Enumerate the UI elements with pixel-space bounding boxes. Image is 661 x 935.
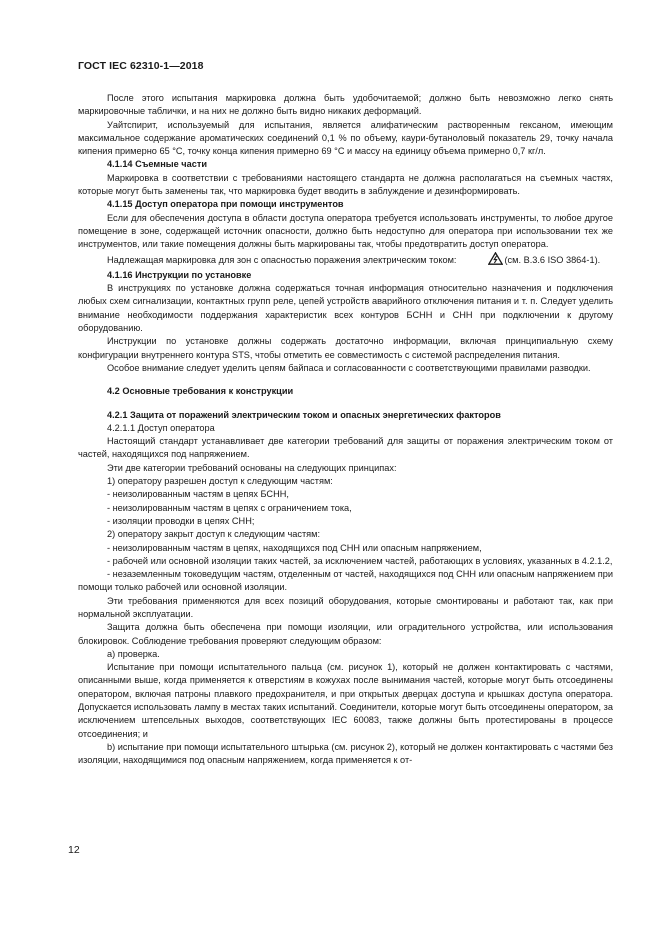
- electric-hazard-icon: [459, 252, 503, 269]
- paragraph: [78, 92, 613, 119]
- paragraph-text: Маркировка в соответствии с требованиями настоящего стандарта не должна располагаться на съемных частях, которые могут быть заменены так, что маркировка будет вводить в заблуждение и дезинформировать.: [78, 172, 613, 197]
- paragraph: [78, 335, 613, 362]
- paragraph: [78, 648, 613, 661]
- document-header: ГОСТ IEC 62310-1—2018: [78, 60, 204, 72]
- paragraph-text: Инструкции по установке должны содержать достаточно информации, включая принципиальную схему конфигурации внутреннего контура STS, чтобы отметить ее совместимость с системой распределения питания.: [78, 336, 613, 360]
- paragraph-text: - неизолированным частям в цепях с ограничением тока,: [107, 502, 352, 513]
- paragraph-text: 2) оператору закрыт доступ к следующим частям:: [107, 529, 320, 540]
- document-body: [78, 92, 613, 768]
- page-number: 12: [68, 844, 80, 856]
- paragraph-text: - изоляции проводки в цепях СНН;: [107, 515, 255, 526]
- paragraph: [78, 422, 613, 435]
- paragraph: [78, 661, 613, 741]
- paragraph: [78, 595, 613, 622]
- paragraph-text: 4.1.15 Доступ оператора при помощи инструментов: [107, 199, 344, 210]
- paragraph-text: В инструкциях по установке должна содержаться точная информация относительно назначения и подключения любых схем сигнализации, контактных групп реле, цепей устройств аварийного отключения питания и т. п. Следует уделить внимание необходимости поддержания характеристик всех контуров БСНН и СНН при подключении к другому оборудованию.: [78, 283, 613, 334]
- paragraph: [78, 435, 613, 462]
- section-heading: [78, 269, 613, 282]
- paragraph: [78, 252, 613, 269]
- paragraph-text: Испытание при помощи испытательного пальца (см. рисунок 1), который не должен контактировать с частями, описанными выше, когда применяется к отверстиям в кожухах после вынимания частей, которые могут быть отсоединены оператором, включая патроны плавкого предохранителя, и при открытых дверцах доступа и крышках доступа оператора. Допускается использовать лампу в местах таких испытаний. Соединители, которые могут быть отсоединены оператором, за исключением штепсельных выходов, соответствующих IEC 60083, также должны быть протестированы в процессе отсоединения; и: [78, 662, 613, 739]
- section-heading: [78, 409, 613, 422]
- paragraph-text: - незаземленным токоведущим частям, отделенным от частей, находящихся под СНН или опасным напряжением при помощи только рабочей или основной изоляции.: [78, 569, 613, 593]
- paragraph: [78, 515, 613, 528]
- paragraph: [78, 475, 613, 488]
- paragraph: [78, 528, 613, 541]
- paragraph: [78, 568, 613, 595]
- paragraph-text: 4.2.1 Защита от поражений электрическим током и опасных энергетических факторов: [107, 409, 501, 420]
- paragraph-text: Эти требования применяются для всех позиций оборудования, которые смонтированы и работают так, как при нормальной эксплуатации.: [78, 595, 613, 619]
- paragraph-text: - неизолированным частям в цепях, находящихся под СНН или опасным напряжением,: [107, 542, 482, 553]
- paragraph-text: После этого испытания маркировка должна быть удобочитаемой; должно быть невозможно легко снять маркировочные таблички, и на них не должно быть видно никаких деформаций.: [78, 93, 613, 117]
- paragraph: [78, 502, 613, 515]
- paragraph-text: 4.1.14 Съемные части: [107, 159, 207, 170]
- section-heading: [78, 198, 613, 211]
- paragraph: [78, 119, 613, 159]
- section-heading: [78, 158, 613, 171]
- paragraph-text: - неизолированным частям в цепях БСНН,: [107, 489, 289, 500]
- section-heading: [78, 385, 613, 398]
- paragraph-text: Уайтспирит, используемый для испытания, является алифатическим растворенным гексаном, имеющим максимальное содержание ароматических соединений 0,1 % по объему, каури-бутаноловый показатель 29, точку начала кипения примерно 65 °С, точку конца кипения примерно 69 °С и массу на единицу объема примерно 0,7 кг/л.: [78, 119, 613, 157]
- paragraph-text: b) испытание при помощи испытательного штырька (см. рисунок 2), который не должен контактировать с частями без изоляции, находящимися под опасным напряжением, когда применяется к от-: [78, 741, 613, 766]
- paragraph: [78, 282, 613, 335]
- paragraph-text: Эти две категории требований основаны на следующих принципах:: [107, 462, 397, 473]
- paragraph: [78, 462, 613, 475]
- paragraph-text: - рабочей или основной изоляции таких частей, за исключением частей, работающих в условиях, указанных в 4.2.1.2,: [107, 555, 613, 566]
- paragraph-text: Защита должна быть обеспечена при помощи изоляции, или оградительного устройства, или использования блокировок. Соблюдение требования проверяют следующим образом:: [78, 622, 613, 646]
- paragraph-text: 4.2.1.1 Доступ оператора: [107, 422, 215, 433]
- paragraph-text: Настоящий стандарт устанавливает две категории требований для защиты от поражения электрическим током от частей, находящихся под напряжением.: [78, 436, 613, 460]
- paragraph-spacer: [78, 399, 613, 409]
- paragraph: [78, 488, 613, 501]
- paragraph-text: Если для обеспечения доступа в области доступа оператора требуется использовать инструменты, то любое другое помещение в зоне, содержащей источник опасности, должно быть недоступно для оператора при использовании тех же инструментов, или такие помещения должны быть маркированы так, чтобы предотвратить доступ оператора.: [78, 212, 613, 250]
- paragraph: [78, 542, 613, 555]
- paragraph: [78, 555, 613, 568]
- paragraph: [78, 212, 613, 252]
- paragraph: [78, 741, 613, 768]
- paragraph: [78, 621, 613, 648]
- paragraph: [78, 172, 613, 199]
- paragraph-text: (см. В.3.6 ISO 3864-1).: [504, 254, 601, 265]
- paragraph-text: а) проверка.: [107, 648, 160, 659]
- paragraph-text: 4.1.16 Инструкции по установке: [107, 269, 252, 280]
- paragraph-spacer: [78, 375, 613, 385]
- paragraph-text: Надлежащая маркировка для зон с опасностью поражения электрическим током:: [107, 254, 457, 265]
- paragraph-text: 4.2 Основные требования к конструкции: [107, 386, 294, 397]
- paragraph-text: Особое внимание следует уделить цепям байпаса и согласованности с соответствующими правилами разводки.: [107, 362, 591, 373]
- paragraph: [78, 362, 613, 375]
- paragraph-text: 1) оператору разрешен доступ к следующим частям:: [107, 476, 333, 487]
